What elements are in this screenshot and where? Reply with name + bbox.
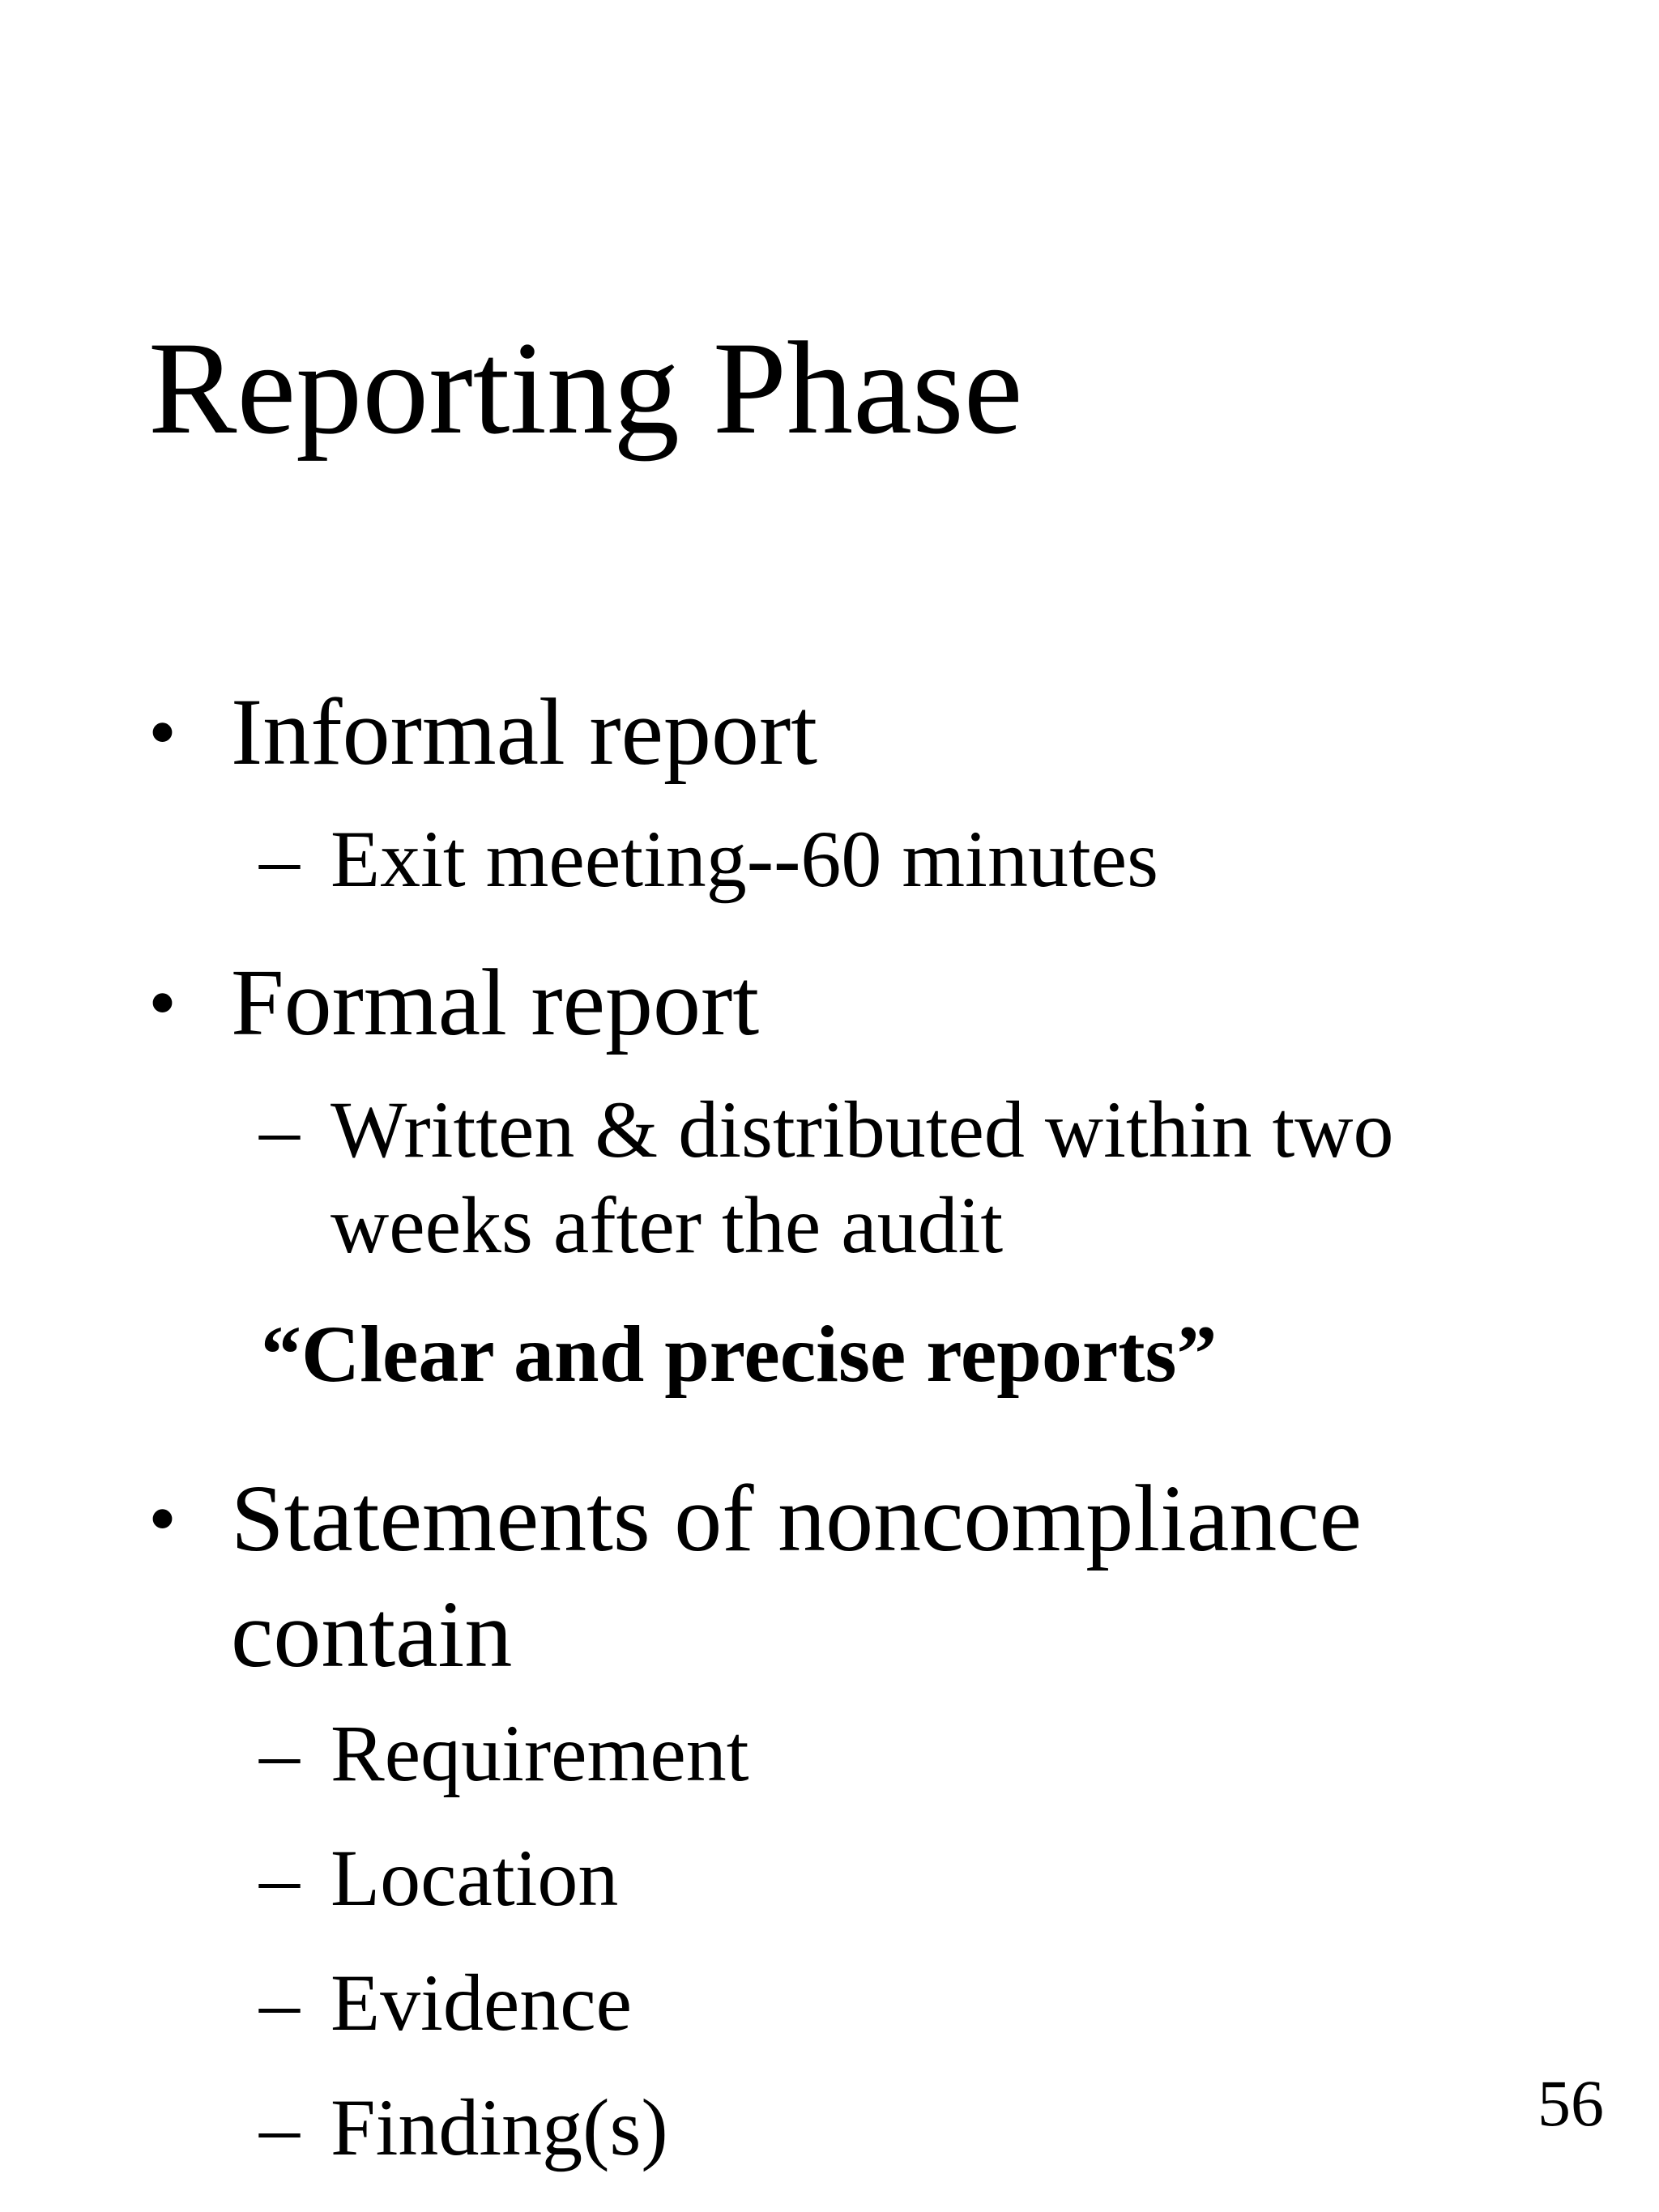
- dash-icon: –: [259, 1708, 300, 1798]
- bullet-icon: •: [148, 1473, 177, 1563]
- sub-item-text: Exit meeting--60 minutes: [331, 814, 1159, 904]
- dash-icon: –: [259, 814, 300, 904]
- page-number: 56: [1537, 2066, 1604, 2140]
- bullet-text-line1: Statements of noncompliance: [231, 1465, 1362, 1571]
- bullet-text: Informal report: [231, 679, 818, 785]
- dash-icon: –: [259, 1958, 300, 2048]
- slide-title: Reporting Phase: [148, 315, 1023, 462]
- emphasis-quote: “Clear and precise reports”: [261, 1309, 1218, 1399]
- dash-icon: –: [259, 1833, 300, 1923]
- sub-item-text-line2: weeks after the audit: [331, 1180, 1004, 1270]
- bullet-icon: •: [148, 687, 177, 777]
- dash-icon: –: [259, 1085, 300, 1174]
- sub-item-text: Finding(s): [331, 2082, 668, 2172]
- bullet-text: Formal report: [231, 949, 760, 1055]
- sub-item-text: Requirement: [331, 1708, 749, 1798]
- dash-icon: –: [259, 2082, 300, 2172]
- sub-item-text: Location: [331, 1833, 619, 1923]
- sub-item-text: Evidence: [331, 1958, 633, 2048]
- sub-item-text-line1: Written & distributed within two: [331, 1085, 1394, 1174]
- bullet-text-line2: contain: [231, 1581, 513, 1687]
- bullet-icon: •: [148, 957, 177, 1047]
